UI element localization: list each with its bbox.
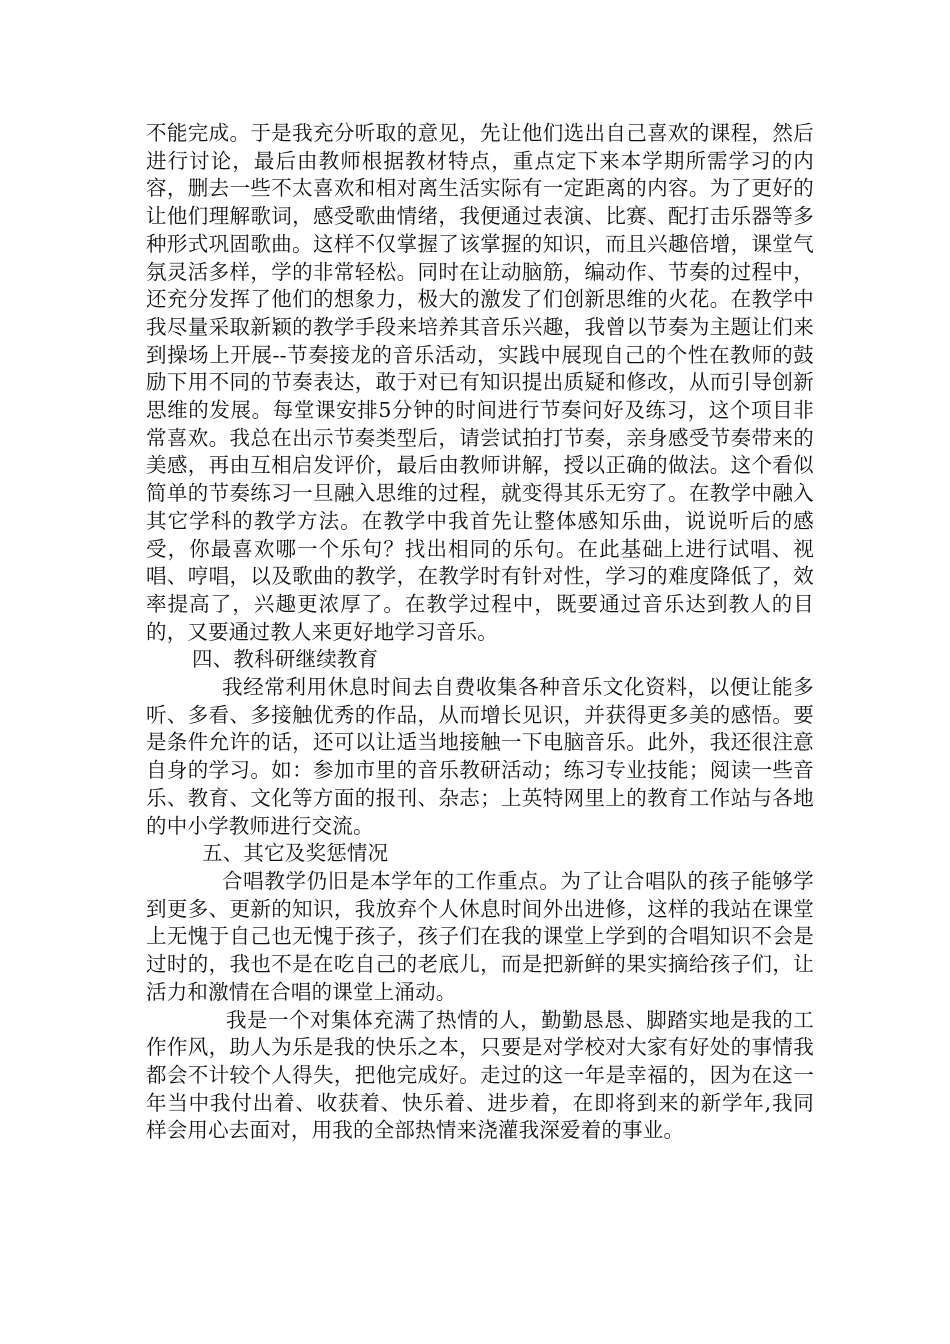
document-page	[146, 120, 814, 1145]
section-heading-other-awards: 五、其它及奖惩情况	[202, 841, 389, 866]
paragraph-choir-teaching: 合唱教学仍旧是本学年的工作重点。为了让合唱队的孩子能够学到更多、更新的知识，我放弃个人休息时间外出进修，这样的我站在课堂上无愧于自己也无愧于孩子，孩子们在我的课堂上学到的合唱知识不会是过时的，我也不是在吃自己的老底儿，而是把新鲜的果实摘给孩子们，让活力和激情在合唱的课堂上涌动。	[146, 868, 814, 1004]
paragraph-teaching-methods: 不能完成。于是我充分听取的意见，先让他们选出自己喜欢的课程，然后进行讨论，最后由教师根据教材特点，重点定下来本学期所需学习的内容，删去一些不太喜欢和相对离生活实际有一定距离的内容。为了更好的让他们理解歌词，感受歌曲情绪，我便通过表演、比赛、配打击乐器等多种形式巩固歌曲。这样不仅掌握了该掌握的知识，而且兴趣倍增，课堂气氛灵活多样，学的非常轻松。同时在让动脑筋，编动作、节奏的过程中，还充分发挥了他们的想象力，极大的激发了们创新思维的火花。在教学中我尽量采取新颖的教学手段来培养其音乐兴趣，我曾以节奏为主题让们来到操场上开展--节奏接龙的音乐活动，实践中展现自己的个性在教师的鼓励下用不同的节奏表达，敢于对已有知识提出质疑和修改，从而引导创新思维的发展。每堂课安排5分钟的时间进行节奏问好及练习，这个项目非常喜欢。我总在出示节奏类型后，请尝试拍打节奏，亲身感受节奏带来的美感，再由互相启发评价，最后由教师讲解，授以正确的做法。这个看似简单的节奏练习一旦融入思维的过程，就变得其乐无穷了。在教学中融入其它学科的教学方法。在教学中我首先让整体感知乐曲，说说听后的感受，你最喜欢哪一个乐句？找出相同的乐句。在此基础上进行试唱、视唱、哼唱，以及歌曲的教学，在教学时有针对性，学习的难度降低了，效率提高了，兴趣更浓厚了。在教学过程中，既要通过音乐达到教人的目的，又要通过教人来更好地学习音乐。	[146, 121, 814, 644]
paragraph-conclusion: 我是一个对集体充满了热情的人，勤勤恳恳、脚踏实地是我的工作作风，助人为乐是我的快乐之本，只要是对学校对大家有好处的事情我都会不计较个人得失，把他完成好。走过的这一年是幸福的，因为在这一年当中我付出着、收获着、快乐着、进步着，在即将到来的新学年,我同样会用心去面对，用我的全部热情来浇灌我深爱着的事业。	[146, 1007, 814, 1143]
paragraph-research-education: 我经常利用休息时间去自费收集各种音乐文化资料，以便让能多听、多看、多接触优秀的作品，从而增长见识，并获得更多美的感悟。要是条件允许的话，还可以让适当地接触一下电脑音乐。此外，我还很注意自身的学习。如：参加市里的音乐教研活动；练习专业技能；阅读一些音乐、教育、文化等方面的报刊、杂志；上英特网里上的教育工作站与各地的中小学教师进行交流。	[146, 675, 814, 838]
section-heading-research-education: 四、教科研继续教育	[192, 647, 379, 672]
